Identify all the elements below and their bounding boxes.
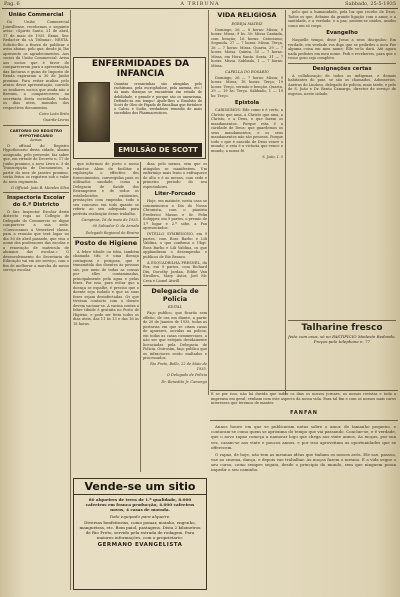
ad-vende-line-1: 80 alqueires de terra de 1.ª qualidade, 8.000 cafeeiros em franca producção, 4.000 cafeeiros novos, 4 casas de morada.: [85, 497, 195, 512]
ad-vende-owner: GERMANO EVANGELISTA: [97, 542, 183, 548]
ad-body-text: Quantas creancinhas são atingidas pelo rachitismo, pela escrophulose, pela anemia, etc.! As mais doenças se encontram em estado de debilidade, e grande e porque são os aneurisma. Defende-as em tempo! Ajude-lhes a Emulsão de Scott de Oleo de Figado de Bacalhau que fortalece o Calcio e Sodio, verdadeiro remedio de mais sucedidos dos Pharmaceuticos.: [114, 82, 202, 116]
column-2: [73, 162, 139, 472]
article-estado-date: Campinas, 16 de maio de 1935.: [81, 217, 139, 222]
heading-evangelho: Evangelho: [326, 30, 358, 36]
article-cinema-text-3: A ESQUADRILHA FRESNEL, da Fox, em 9 partes, com Richard Dix, Dorothy Jordan, Eddie Van Strollers, Mary Astor, Joel Mc Crea e Lionel Atwill.: [143, 260, 207, 283]
talharine-text: feito com ovos, só no PASTIFICIO Modesto Redondo. Preços pelo telephone n. 77: [288, 334, 396, 344]
designacoes-text: A collaboração de todos os indigenas, e demais habitantes do paiz, se são os chamados, Adonnerios, Aneiras do Lindoso, delegado de policia, mais tarde, e pelo de S. João e Dr. Bento Camargo, director de serviço de esgotos, neste cidade.: [288, 73, 396, 96]
article-cartorio-text: O official do Registro Hypothecario desta cidade, abaixo assignado, pelo presente, faz saber que, em virtude do Decreto n. 17 de Junho proximo, o novo Livro n. 3 de Transcripção de Documentos, a partir do mez de janeiro proximo, serão feitos os registros sob o valor do novo regimento.: [3, 143, 69, 184]
ad-vende-body: [74, 495, 206, 550]
signature-uniao-role: Guarda-Livros: [43, 118, 69, 122]
article-inspectoria-text: O Snr. Inspector Escolar deste districto roga ao Collegio de Delegado do Commercio se digne comparecer a sua sede. «Convocamos a Venerável classe, para a reunião que terá logar no dia 30 de abril passado, que visa o nome dos professores das escolas e a renovação de matricula de alumnos das escolas.» O desenvolvimento do Secretaria de Educação vai em ser serviço, com o fim de melhorar a marcha do nosso serviço escolar.: [3, 209, 69, 272]
heading-delegacia: Delegacia de Policia: [151, 287, 199, 303]
ad-brand-logo: EMULSÃO DE SCOTT: [114, 143, 202, 157]
heading-cartorio: CARTORIO DO REGISTRO HYPOTHECARIO: [9, 127, 63, 138]
epistola-reference: S. João, I, 5: [262, 154, 283, 159]
evangelho-text: Naquelle tempo, disse Jesus a seus discipulos: Em verdade, em verdade vos digo que se pedirdes a meu Pae alguma coisa em meu nome, Elle vo-la dará. Até agora nada pedistes em meu nome. Pedi e recebereis, para que o vosso gozo seja completo.: [288, 38, 396, 60]
column-3: [143, 162, 207, 472]
divider: [288, 320, 396, 321]
page-number-left: Pag. 6: [4, 1, 20, 7]
heading-posto-higiene: Posto de Higiene: [74, 239, 138, 247]
heading-fanfan: FANFAN: [290, 410, 318, 416]
signature-delegado-name: Dr. Benedito Jr. Camargo: [161, 379, 207, 384]
section-rule: [210, 390, 398, 391]
fanfan-body: [211, 424, 396, 592]
ad-headline: ENFERMIDADES DA INFANCIA: [91, 59, 190, 79]
column-4: [211, 10, 283, 395]
schedule-matriz: Domingo, 26 — 8 horas: Missa; 9 horas: Missa; 9 hs. 30: Missa Cantada, com benção; 16 horas: Catecismo; Segunda, 27 — 7 horas: Missa. Terça, 28 — 7 horas: Missa. Quarta, 29 — 7 horas: Missa. Quinta, 30 — 7 horas: Missa, em Hora Santa. Sexta, 31 — 7 horas: Missa. Sabbado, 1 — 7 horas: Missa.: [211, 27, 283, 68]
article-estado-text: que informou de porto o nosso redactor. Alem de facilitar a exploração o effectivo dos fornecimentos, convergidas para os utilisados saudade, como a Delegacia de Saúde dos Estrangeiros e de todos os estabelecidos existentes, prestações com empenho, todo o seu concurso em todo quanto se referir ao seu adequado para perfeita realização desse trabalho.: [73, 162, 139, 216]
top-rule: [2, 8, 398, 9]
column-rule: [70, 10, 71, 590]
subheading-matriz: EGREJA MATRIZ: [231, 21, 263, 26]
article-cinema-text-1: Hoje, em matinée, nesta casa se commemorou o Dia do Nosso Chronista, com o pianista Frederico Mason e Sr. Felix Schipper, em 9 partes, o premio de 1.º lugar e 2.º sobe, a Fox apresentados.: [143, 199, 207, 230]
article-cinema-text-2: INTELLO SYMBENONO, em 9 partes, com Ross Barbo e Lili Valdina, o que confirma o Uhgt. Ross Barbo e Lili Valdina, os que applaudiram o desempenho e publicos de Rio Branco.: [143, 232, 207, 259]
divider: [3, 192, 69, 193]
talharine-title: Talharine fresco: [301, 323, 383, 333]
subheading-avisos: Avisos: [30, 137, 42, 142]
section-rule: [210, 420, 398, 421]
schedule-rosario: Domingo, 26 — 7 horas: Missa; 9 horas: Missa; 16 horas: Terço; 19 horas: Terço, sermão e benção. Quarta, 29 — 19 hs: Terço. Sabbado, 1 — 19 hs: Terço.: [211, 75, 283, 98]
heading-inspectoria: Inspectoria Escolar do 6.º Districto: [7, 195, 65, 208]
signature-ensino-role: Delegado Regional de Ensino: [85, 230, 139, 235]
ad-vende-line-3: Diversas benfeitorias, como pomar, moinho, engenho, mangueiras, etc. Bom paiol, pastagens. Dista 2 kilometros de Rio Preto, servido pela estrada de rodagem. Para maiores informações, com o proprietario:: [79, 520, 201, 540]
subheading-edital: EDITAL: [167, 305, 183, 309]
column-rule: [140, 162, 141, 472]
column-5: [288, 10, 396, 315]
ad-vende-title: Vende-se um sitio: [74, 479, 206, 495]
article-delegacia-date: Rio Preto, Bello, 22 de Maio de 1935.: [150, 362, 207, 371]
ad-illustration: [78, 82, 110, 142]
article-uniao-text: Da União Commercial Joinvillense, recebemos o seguinte aviso: «Spirito Santo, 21 de abril, 17 de maio de 1935. Exmo. Snr. Redactor da «A Tribuna». NESTA. Solicito-lhe a fineza de publicar o aviso abaixo, pelo que, desde já, lhe apresento os agradecimentos. Aos socios da União Commercial: Avisa aos socios que é favor de comparecerem para a apresentação das facturas e guias de Imposto de Renda expiraram a 30 de Junho proximo. Para evitar multas pelo atraso desse apresentação, convido os senhores socios que ainda não o fizeram, a comparecerem na secretaria desta sociedade, todos os dias uteis, munidos dos respectivos documentos.: [3, 20, 69, 110]
signature-ensino: 00 Salvador O. de Arruda: [92, 224, 139, 228]
article-cont-text: dias, pelo menos, sem que os atingidos se manifestem. Um enfermiço mais lento o enfraquece do alto e é ao menos, com sede e primeiro periodo do seu espectadores.: [143, 162, 207, 189]
subheading-rosario: CAPELLA DO ROSARIO: [225, 69, 269, 74]
fanfan-lead-text: E se por isso, não há duvida que todos os dias os nossos jornaes, as nossas revistas e toda a imprensa em geral, venham com este aspecto da nossa vida. Para tal fim e com os nossos mais caros interesses que teremos de manter.: [211, 392, 396, 405]
newspaper-title: A TRIBUNA: [180, 1, 220, 7]
article-higiene-text: A febre tifoide ou tifoa, também chamada tifo, é uma doença contagiosa e perigosa, que é transmitida dos doentes às pessoas sãs, por meio de todas as cousas por elles contaminadas, principalmente pela agua e pelas fezes. Por isso, para evitar que a doença se espalhe, é preciso que o doente seja isolado e que as suas fezes sejam desinfectadas. Os que tiveram contacto com o doente devem vacinar-se. A vacina contra a febre tifoide é gratuita no Posto de Higiene, e pode ser feita todos os dias uteis, das 11 às 13 e das 16 às 18 horas.: [73, 249, 139, 326]
divider: [73, 237, 139, 238]
ad-vende-line-2: Todo equipado para alqueire.: [109, 513, 171, 519]
column-rule: [285, 10, 286, 395]
heading-epistola: Epistola: [234, 100, 260, 106]
heading-uniao-commercial: União Commercial: [8, 12, 64, 18]
fanfan-text-1: Annos houve em que se publicaram notas sobre o amor, de tamanho pequeno, e contaram-se como quem se aproxima do tempo que vai passando. Conclue-se, e é verdade, que o novo rapaz começa a namorar logo que chega aos vinte annos. As moças, por sua vez, casam-se aos vinte e poucos annos, e por isso aproveitam as oportunidades que se offerecem.: [211, 424, 396, 450]
talharine-ad: [288, 318, 396, 378]
divider: [143, 285, 207, 286]
page-date-right: Sabbado, 25-5-1935: [345, 1, 396, 7]
signature-uniao: Cairo Leão Brito: [38, 111, 69, 116]
heading-vida-religiosa: VIDA RELIGIOSA: [217, 11, 277, 19]
signature-delegado: O Delegado de Policia: [166, 373, 207, 377]
scott-emulsion-ad: [73, 57, 206, 159]
vende-sitio-ad: [73, 478, 207, 590]
epistola-text: CARISSIMOS: Ede como e é certo, a Christo que ama, a Christo que ama, a Christo, e a Deus, e que fazem os mandamentos. Porque esta é a caridade de Deus: que guardemos os seus mandamentos; e os seus mandamentos não são penosos. Porque todo o que é nascido de Deus vence o mundo; e esta é a victoria que vence o mundo, a nossa fé.: [211, 108, 283, 153]
fanfan-text-2: O rapaz, de hoje, não tem as mesmas idéas que tinham os nossos avós. Ele sae, passea, vae ao cinema, dança, e depois vae trabalhar. As moças fazem o mesmo. E a vida segue o seu curso, como sempre seguiu, desde o principio do mundo, sem que ninguem possa impedir o seu caminho.: [211, 451, 396, 473]
divider: [288, 63, 396, 64]
divider: [3, 125, 69, 126]
heading-designacoes: Designações certas: [312, 65, 372, 72]
signature-cartorio: O Official: João B. Mendes Silva: [11, 185, 69, 190]
column-rule: [208, 10, 209, 395]
article-cont-text-5: pelo que a humanidade, pela luz que recebe de Deus. Todos os que, debaixo da grande ligação com o amor, e a santidade, e a verdade, e a paz, sentem-se unidos, unidos como um só corpo.: [288, 10, 396, 28]
column-1: [3, 10, 69, 590]
heading-cinema: Liter-Forcado: [154, 191, 196, 197]
article-delegacia-text: Faço publico, que ficarão sem effeito, de ora em diante, a partir de 20 de Janeiro de 1935, todas as portarias em que se citam casas de apurares, ouvidas na policia, em todas as casas commerciaes, a não ser que estejam devidamente licenciadas pela Delegacia de Policia. Outrosim, faço publico que os infractores serão multados e processados.: [143, 311, 207, 360]
fanfan-lead: [211, 392, 396, 405]
